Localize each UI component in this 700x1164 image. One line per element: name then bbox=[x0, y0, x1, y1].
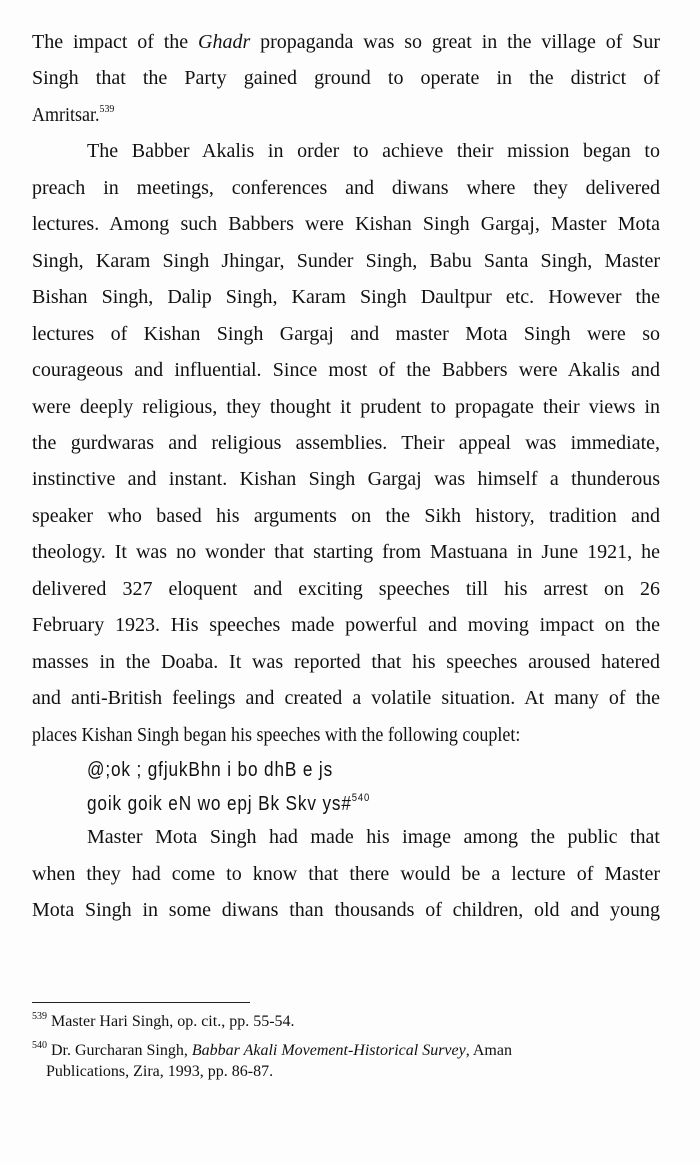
body-line: theology. It was no wonder that starting from Mastuana in June 1921, he bbox=[32, 541, 660, 563]
body-line: when they had come to know that there would be a lecture of Master bbox=[32, 863, 660, 885]
footnote-540: $^{540}$ Dr. Gurcharan Singh, Babbar Akali Movement-Historical Survey, Aman bbox=[32, 1040, 512, 1059]
body-line: instinctive and instant. Kishan Singh Gargaj was himself a thunderous bbox=[32, 468, 660, 490]
body-line: the gurdwaras and religious assemblies. Their appeal was immediate, bbox=[32, 432, 660, 454]
body-line: The Babber Akalis in order to achieve their mission began to bbox=[87, 140, 660, 162]
body-line: Amritsar.$^{539}$ bbox=[32, 103, 115, 126]
footnote-separator bbox=[32, 1002, 250, 1003]
body-line: speaker who based his arguments on the Sikh history, tradition and bbox=[32, 505, 660, 527]
body-line: delivered 327 eloquent and exciting speeches till his arrest on 26 bbox=[32, 578, 660, 600]
body-line: places Kishan Singh began his speeches with the following couplet: bbox=[32, 724, 521, 746]
body-line: Mota Singh in some diwans than thousands of children, old and young bbox=[32, 899, 660, 921]
couplet-line-1: @;ok ; gfjukBhn i bo dhB e js bbox=[87, 759, 334, 781]
italic-term: Ghadr bbox=[198, 31, 251, 53]
body-line: lectures. Among such Babbers were Kishan Singh Gargaj, Master Mota bbox=[32, 213, 660, 235]
body-line: Singh, Karam Singh Jhingar, Sunder Singh, Babu Santa Singh, Master bbox=[32, 250, 660, 272]
footnote-539: $^{539}$ Master Hari Singh, op. cit., pp. 55-54. bbox=[32, 1011, 295, 1030]
body-line: were deeply religious, they thought it prudent to propagate their views in bbox=[32, 396, 660, 418]
body-line: preach in meetings, conferences and diwans where they delivered bbox=[32, 177, 660, 199]
footnote-540-continuation: Publications, Zira, 1993, pp. 86-87. bbox=[46, 1063, 274, 1080]
body-line: courageous and influential. Since most of the Babbers were Akalis and bbox=[32, 359, 660, 381]
body-line: The impact of the Ghadr propaganda was so great in the village of Sur bbox=[32, 31, 660, 53]
footnote-ref-540[interactable]: 540 bbox=[351, 792, 371, 804]
body-line: and anti-British feelings and created a volatile situation. At many of the bbox=[32, 687, 660, 709]
body-line: Singh that the Party gained ground to operate in the district of bbox=[32, 67, 660, 89]
body-line: February 1923. His speeches made powerful and moving impact on the bbox=[32, 614, 660, 636]
body-line: lectures of Kishan Singh Gargaj and master Mota Singh were so bbox=[32, 323, 660, 345]
body-line: Master Mota Singh had made his image among the public that bbox=[87, 826, 660, 848]
footnote-ref-539[interactable]: 539 bbox=[99, 103, 115, 115]
body-line: Bishan Singh, Dalip Singh, Karam Singh Daultpur etc. However the bbox=[32, 286, 660, 308]
couplet-line-2: goik goik eN wo epj Bk Skv ys#$^{540}$ bbox=[87, 792, 371, 815]
body-line: masses in the Doaba. It was reported that his speeches aroused hatered bbox=[32, 651, 660, 673]
